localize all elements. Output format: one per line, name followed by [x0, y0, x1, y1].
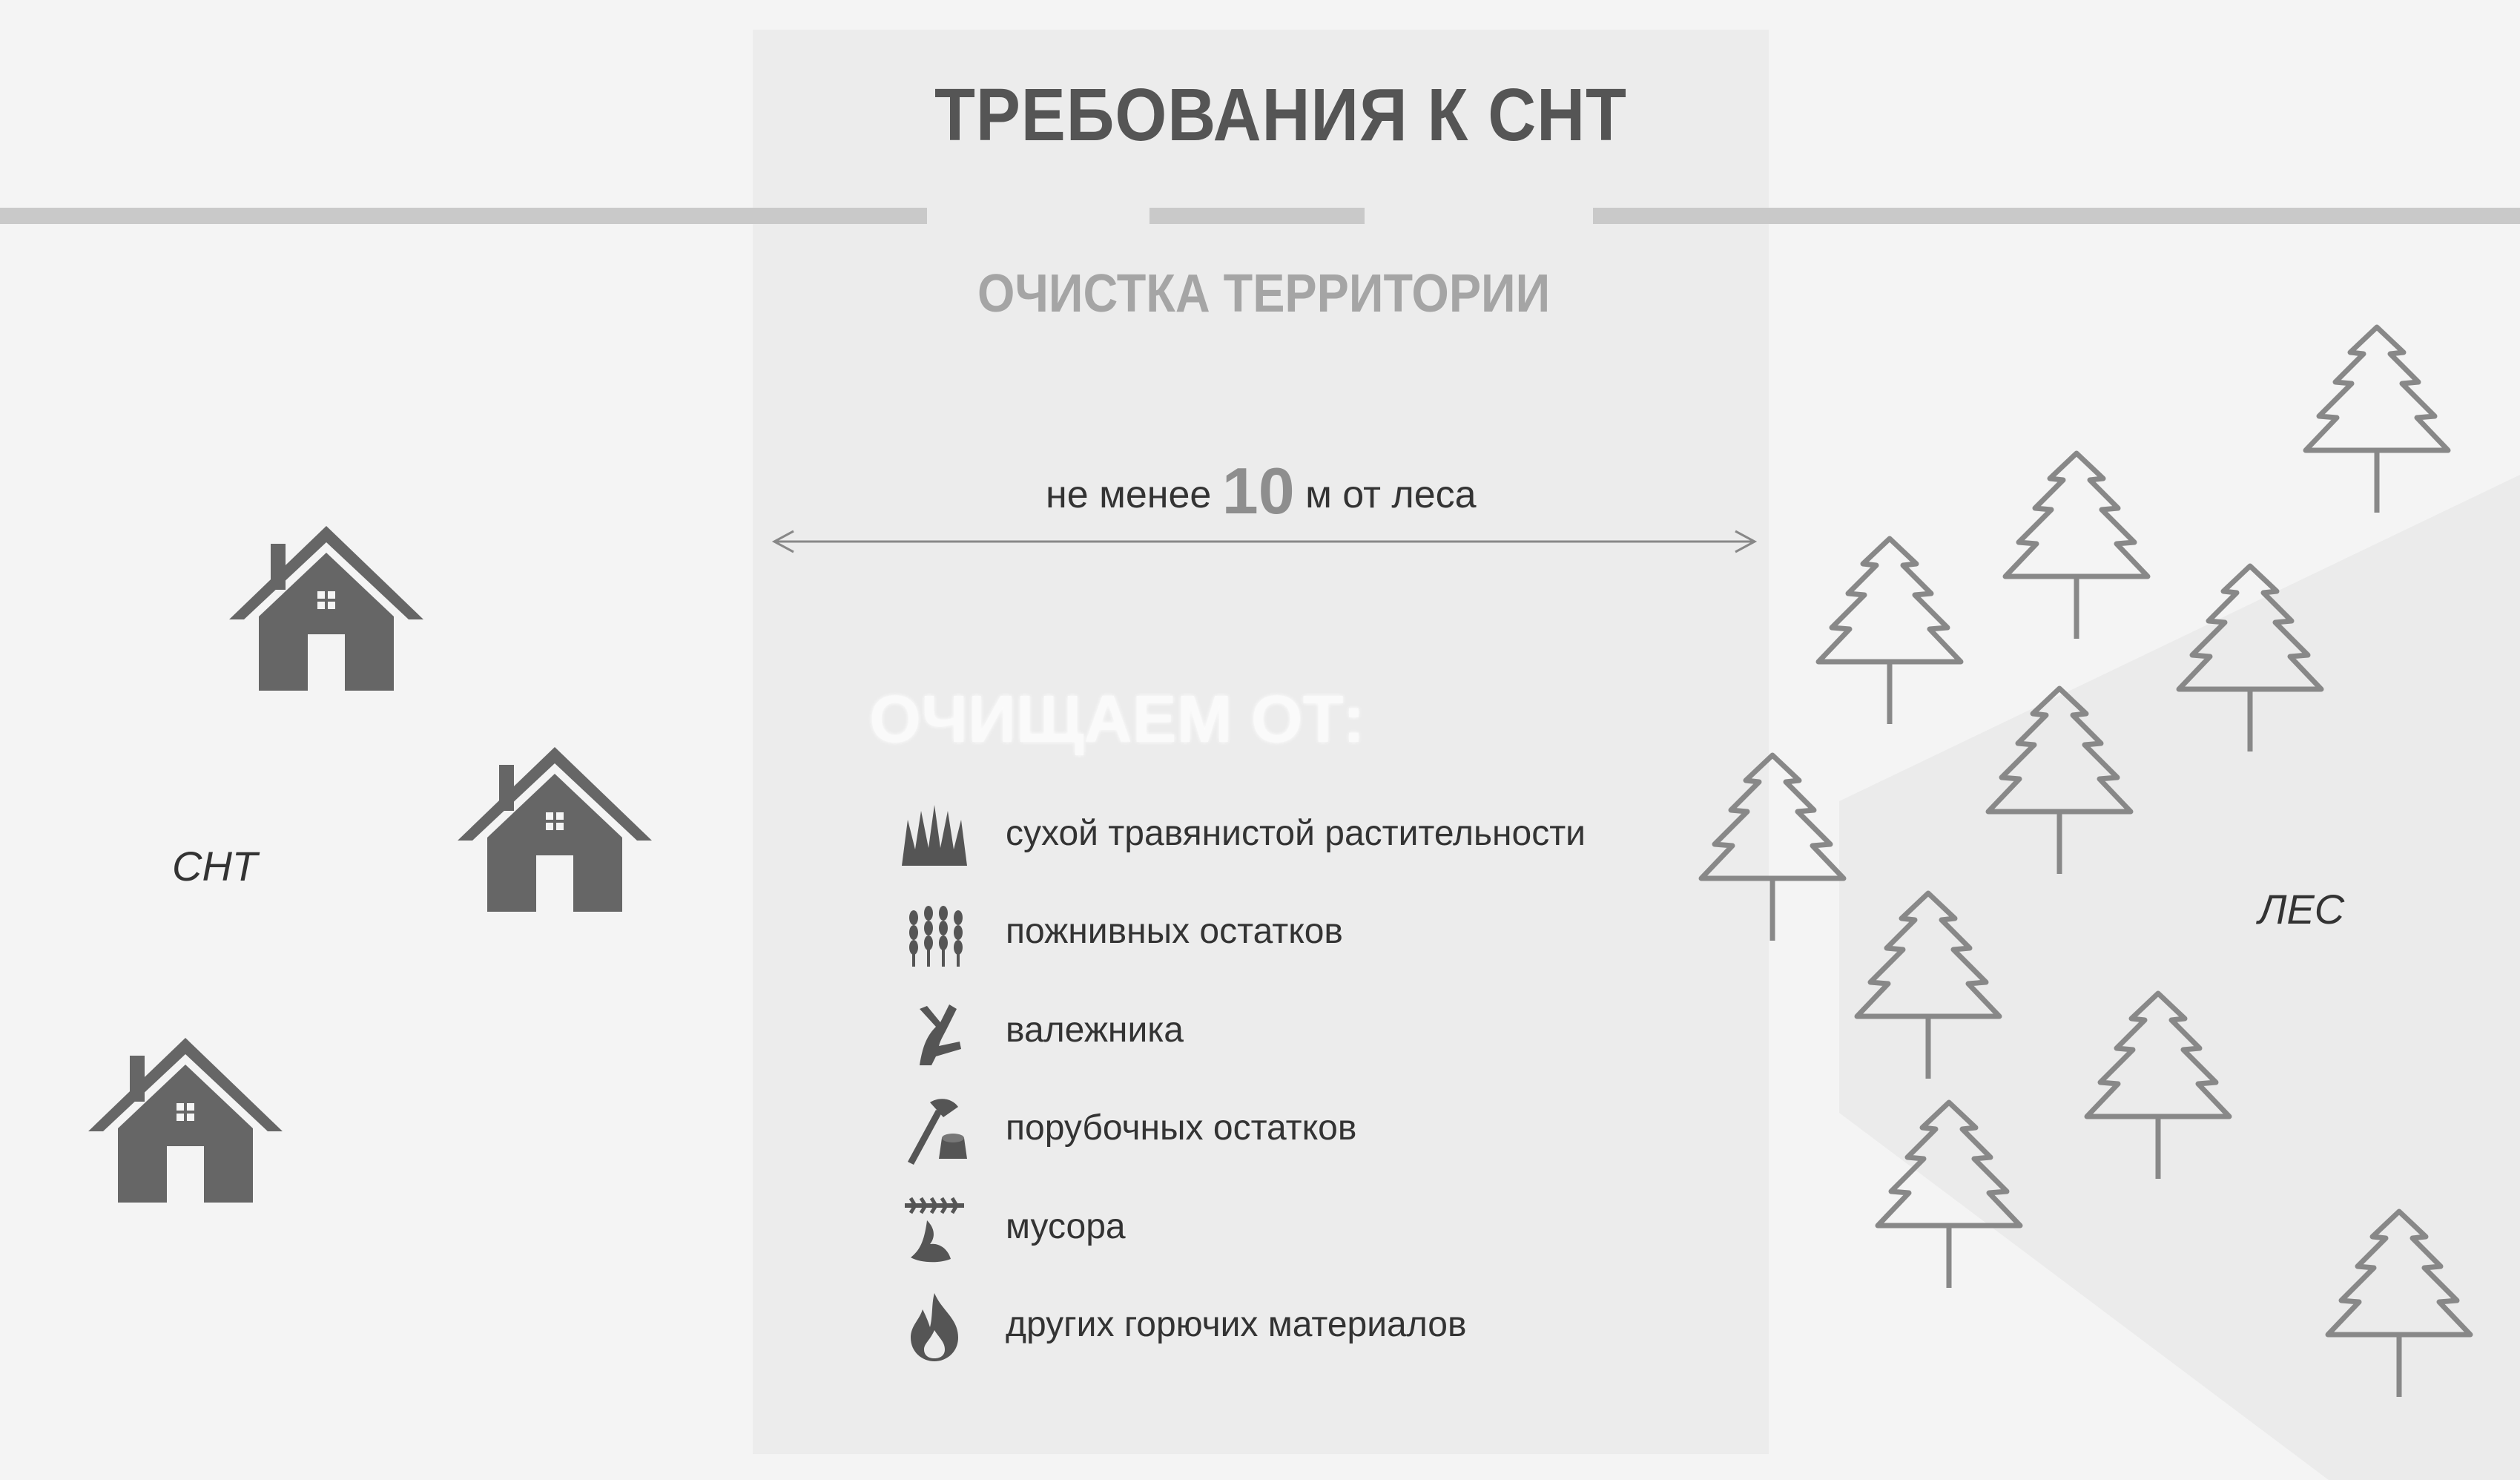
header-rule-right	[1593, 208, 2520, 224]
item-label: мусора	[1006, 1207, 1126, 1246]
tree-icon	[1985, 684, 2134, 877]
list-item	[897, 1088, 1713, 1170]
list-item	[897, 990, 1713, 1072]
item-label: порубочных остатков	[1006, 1108, 1357, 1148]
grass-icon	[897, 797, 972, 872]
tree-icon	[2084, 989, 2232, 1182]
tree-icon	[1698, 751, 1847, 944]
snt-label: СНТ	[172, 843, 258, 889]
distance-label	[1046, 454, 1477, 527]
item-label: валежника	[1006, 1010, 1184, 1050]
house-icon	[455, 744, 655, 915]
forest-label: ЛЕС	[2258, 886, 2345, 933]
list-item	[897, 1187, 1713, 1269]
page-title: ТРЕБОВАНИЯ К СНТ	[934, 73, 1627, 157]
item-label: пожнивных остатков	[1006, 912, 1343, 951]
tree-icon	[1854, 889, 2002, 1082]
list-item	[897, 892, 1713, 973]
tree-icon	[2303, 323, 2451, 516]
tree-icon	[2325, 1207, 2473, 1400]
trash-icon	[897, 1191, 972, 1265]
header-rule-left	[0, 208, 927, 224]
wheat-icon	[897, 895, 972, 970]
distance-value: 10	[1221, 454, 1295, 527]
house-icon	[85, 1035, 286, 1206]
house-icon	[226, 523, 426, 694]
axe-stump-icon	[897, 1092, 972, 1166]
item-label: других горючих материалов	[1006, 1305, 1467, 1344]
header-rule-middle	[1149, 208, 1365, 224]
list-item	[897, 794, 1713, 875]
tree-icon	[2176, 562, 2324, 754]
flame-icon	[897, 1289, 972, 1363]
tree-icon	[2002, 449, 2151, 642]
list-item	[897, 1285, 1713, 1366]
deadwood-icon	[897, 994, 972, 1068]
cleanup-heading: ОЧИЩАЕМ ОТ:	[869, 683, 1365, 757]
distance-arrow	[771, 527, 1758, 556]
distance-suffix: м от леса	[1305, 473, 1477, 516]
tree-icon	[1875, 1098, 2023, 1291]
distance-prefix: не менее	[1046, 473, 1212, 516]
section-subtitle: ОЧИСТКА ТЕРРИТОРИИ	[977, 264, 1551, 323]
tree-icon	[1815, 534, 1964, 727]
item-label: сухой травянистой растительности	[1006, 814, 1586, 853]
